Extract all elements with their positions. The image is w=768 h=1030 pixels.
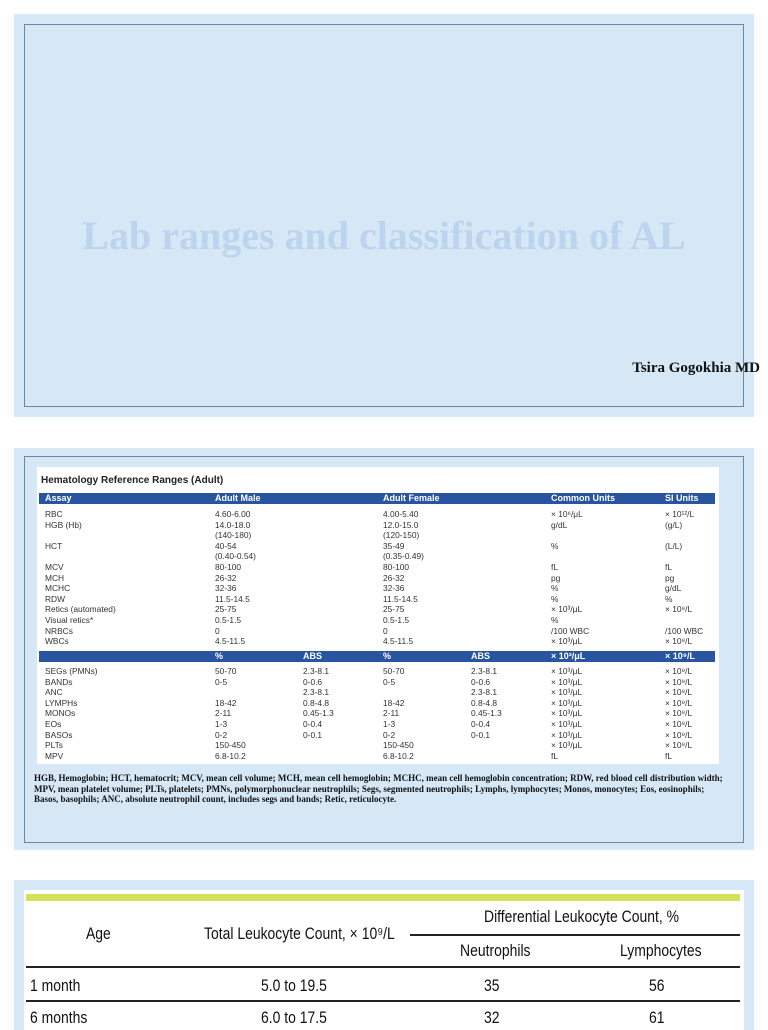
- header-age: Age: [86, 924, 111, 943]
- row-rule: [26, 1000, 740, 1002]
- reference-ranges-slide: [14, 448, 754, 850]
- table-cell: MCH: [45, 572, 65, 583]
- table-cell: × 10⁹/L: [665, 697, 693, 708]
- table-cell: 2.3-8.1: [471, 687, 498, 698]
- table-cell: 1-3: [383, 719, 396, 729]
- table-cell: 4.60-6.00: [215, 509, 251, 519]
- table-cell: 0: [215, 625, 220, 636]
- table-cell: 26-32: [383, 572, 405, 583]
- table-cell: g/dL: [551, 519, 568, 530]
- table-cell: × 10³/μL: [551, 676, 583, 687]
- leukocyte-slide: [14, 880, 754, 1030]
- table-cell: 0-2: [215, 729, 228, 740]
- table-cell: LYMPHs: [45, 697, 78, 708]
- table-cell: 2-11: [383, 708, 400, 719]
- table-cell: fL: [551, 562, 558, 572]
- table-row: [39, 666, 715, 677]
- table-row: [39, 615, 715, 626]
- column-header: ABS: [471, 651, 491, 661]
- table-cell: MPV: [45, 750, 64, 761]
- table-cell: 0.8-4.8: [471, 697, 498, 708]
- table-row: [39, 530, 715, 541]
- table-cell: 2.3-8.1: [471, 666, 498, 676]
- table-row: [39, 698, 715, 709]
- row-age: 6 months: [30, 1008, 88, 1027]
- table-cell: (0.40-0.54): [215, 551, 256, 562]
- column-header: %: [383, 651, 392, 661]
- slide-title: Lab ranges and classification of AL: [82, 213, 686, 258]
- table-cell: 6.8-10.2: [215, 750, 246, 761]
- hematology-table: [37, 467, 719, 764]
- table-cell: BANDs: [45, 676, 73, 687]
- slide-author: Tsira Gogokhia MD: [632, 360, 760, 376]
- table-cell: 2.3-8.1: [303, 687, 330, 698]
- table-cell: × 10³/μL: [551, 666, 583, 676]
- table-cell: × 10³/μL: [551, 604, 583, 615]
- table-row: [39, 687, 715, 698]
- table-cell: 0.8-4.8: [303, 697, 330, 708]
- table-header-main: [39, 493, 715, 504]
- table-cell: (120-150): [383, 530, 420, 541]
- table-cell: 0-5: [215, 676, 228, 687]
- row-total: 6.0 to 17.5: [261, 1008, 327, 1027]
- table-cell: 80-100: [215, 562, 242, 572]
- table-cell: 18-42: [383, 697, 405, 708]
- column-header: SI Units: [665, 493, 699, 503]
- table-cell: × 10⁹/L: [665, 687, 693, 698]
- table-cell: 0-2: [383, 729, 396, 740]
- table-row: [39, 730, 715, 741]
- table-cell: %: [551, 540, 559, 551]
- table-cell: HGB (Hb): [45, 519, 82, 530]
- table-cell: RBC: [45, 509, 63, 519]
- header-rule: [410, 934, 740, 936]
- table-cell: × 10⁹/L: [665, 666, 693, 676]
- table-cell: × 10³/μL: [551, 697, 583, 708]
- column-header: Adult Female: [383, 493, 440, 503]
- table-row: [39, 604, 715, 615]
- table-row: [39, 677, 715, 688]
- table-cell: HCT: [45, 540, 63, 551]
- table-cell: × 10³/μL: [551, 636, 583, 647]
- column-header: Adult Male: [215, 493, 261, 503]
- table-row: [39, 520, 715, 531]
- table-cell: pg: [665, 572, 675, 583]
- table-title: Hematology Reference Ranges (Adult): [41, 475, 224, 486]
- table-cell: 0.5-1.5: [383, 615, 410, 625]
- table-row: [39, 541, 715, 552]
- table-cell: 11.5-14.5: [215, 593, 250, 604]
- table-cell: %: [665, 593, 673, 604]
- table-cell: × 10⁹/L: [665, 740, 693, 751]
- table-cell: WBCs: [45, 636, 69, 647]
- table-cell: 32-36: [383, 583, 405, 594]
- table-cell: × 10³/μL: [551, 687, 583, 698]
- table-cell: 150-450: [383, 740, 414, 751]
- table-cell: MONOs: [45, 708, 76, 719]
- table-cell: NRBCs: [45, 625, 73, 636]
- table-cell: MCHC: [45, 583, 71, 594]
- table-cell: 25-75: [383, 604, 405, 615]
- table-cell: PLTs: [45, 740, 63, 751]
- row-age: 1 month: [30, 976, 81, 995]
- table-cell: 18-42: [215, 697, 237, 708]
- table-cell: (0.35-0.49): [383, 551, 424, 562]
- table-cell: 50-70: [215, 666, 237, 676]
- header-differential: Differential Leukocyte Count, %: [484, 907, 680, 926]
- table-cell: /100 WBC: [551, 625, 590, 636]
- table-cell: × 10³/μL: [551, 719, 583, 729]
- table-row: [39, 636, 715, 647]
- table-row: [39, 719, 715, 730]
- table-cell: 14.0-18.0: [215, 519, 251, 530]
- table-cell: g/dL: [665, 583, 682, 594]
- table-row: [39, 740, 715, 751]
- table-cell: × 10³/μL: [551, 708, 583, 719]
- table-cell: %: [551, 615, 559, 625]
- table-row: [39, 594, 715, 605]
- column-header: Common Units: [551, 493, 615, 503]
- table-cell: × 10⁹/L: [665, 729, 693, 740]
- table-cell: 0-0.6: [303, 676, 323, 687]
- table-cell: MCV: [45, 562, 64, 572]
- column-header: × 10³/μL: [551, 651, 586, 661]
- table-cell: 4.5-11.5: [215, 636, 246, 647]
- table-cell: %: [551, 593, 559, 604]
- table-cell: 80-100: [383, 562, 410, 572]
- table-cell: /100 WBC: [665, 625, 704, 636]
- header-total-count: Total Leukocyte Count, × 10⁹/L: [204, 924, 395, 943]
- table-cell: × 10³/μL: [551, 740, 583, 751]
- table-cell: 26-32: [215, 572, 237, 583]
- table-cell: × 10⁹/L: [665, 708, 693, 719]
- table-cell: 0-0.1: [303, 729, 323, 740]
- table-cell: BASOs: [45, 729, 73, 740]
- table-cell: 11.5-14.5: [383, 593, 418, 604]
- table-cell: 0-0.4: [471, 719, 491, 729]
- header-lymphocytes: Lymphocytes: [620, 941, 702, 960]
- table-cell: × 10⁹/L: [665, 636, 693, 647]
- table-row: [39, 551, 715, 562]
- table-cell: EOs: [45, 719, 62, 729]
- row-neutrophils: 35: [484, 976, 500, 995]
- leukocyte-table: [24, 890, 744, 1030]
- table-cell: 2-11: [215, 708, 232, 719]
- table-cell: fL: [665, 750, 672, 761]
- table-cell: × 10³/μL: [551, 729, 583, 740]
- footnote-line: MPV, mean platelet volume; PLTs, platelets; PMNs, polymorphonuclear neutrophils; Segs, segmented neutrophils; Lymphs, lymphocytes; Monos, monocytes; Eos, eosinophils;: [34, 783, 705, 794]
- table-row: [39, 751, 715, 762]
- table-cell: 25-75: [215, 604, 237, 615]
- table-cell: 0.45-1.3: [471, 708, 502, 719]
- table-row: [39, 708, 715, 719]
- table-cell: × 10⁹/L: [665, 604, 693, 615]
- accent-bar: [26, 894, 740, 901]
- table-cell: 2.3-8.1: [303, 666, 330, 676]
- table-cell: 0: [383, 625, 388, 636]
- table-cell: 50-70: [383, 666, 405, 676]
- table-cell: (140-180): [215, 530, 252, 541]
- table-cell: 35-49: [383, 540, 405, 551]
- table-header-differential: [39, 651, 715, 662]
- table-row: [39, 583, 715, 594]
- table-cell: Retics (automated): [45, 604, 116, 615]
- row-lymphocytes: 56: [649, 976, 665, 995]
- table-cell: %: [551, 583, 559, 594]
- table-cell: 0-0.6: [471, 676, 491, 687]
- table-cell: 150-450: [215, 740, 246, 751]
- table-cell: fL: [665, 562, 672, 572]
- table-row: [39, 573, 715, 584]
- table-row: [39, 626, 715, 637]
- table-cell: 0-0.4: [303, 719, 323, 729]
- row-lymphocytes: 61: [649, 1008, 665, 1027]
- header-bottom-rule: [26, 966, 740, 968]
- footnote-line: Basos, basophils; ANC, absolute neutrophil count, includes segs and bands; Retic, reticulocyte.: [34, 794, 397, 805]
- table-cell: × 10⁹/L: [665, 719, 693, 729]
- table-cell: fL: [551, 750, 558, 761]
- table-cell: 32-36: [215, 583, 237, 594]
- table-cell: (L/L): [665, 540, 683, 551]
- column-header: %: [215, 651, 224, 661]
- table-cell: RDW: [45, 593, 66, 604]
- table-cell: 4.5-11.5: [383, 636, 414, 647]
- table-cell: 0-0.1: [471, 729, 491, 740]
- table-cell: 0.5-1.5: [215, 615, 242, 625]
- table-cell: pg: [551, 572, 561, 583]
- row-total: 5.0 to 19.5: [261, 976, 327, 995]
- row-neutrophils: 32: [484, 1008, 500, 1027]
- table-cell: ANC: [45, 687, 63, 698]
- table-cell: 6.8-10.2: [383, 750, 414, 761]
- table-cell: × 10⁹/L: [665, 676, 693, 687]
- abbreviations-footnote: [34, 773, 724, 805]
- table-cell: 0-5: [383, 676, 396, 687]
- header-neutrophils: Neutrophils: [460, 941, 531, 960]
- table-cell: SEGs (PMNs): [45, 666, 98, 676]
- table-cell: Visual retics*: [45, 615, 94, 625]
- table-cell: (g/L): [665, 519, 683, 530]
- title-slide: [14, 14, 760, 417]
- table-cell: 12.0-15.0: [383, 519, 419, 530]
- table-row: [39, 509, 715, 520]
- column-header: ABS: [303, 651, 323, 661]
- table-row: [39, 562, 715, 573]
- table-cell: × 10⁶/μL: [551, 509, 583, 519]
- table-cell: 40-54: [215, 540, 237, 551]
- table-cell: 4.00-5.40: [383, 509, 419, 519]
- column-header: Assay: [45, 493, 72, 503]
- table-cell: 0.45-1.3: [303, 708, 334, 719]
- table-cell: 1-3: [215, 719, 228, 729]
- table-cell: × 10¹²/L: [665, 509, 695, 519]
- footnote-line: HGB, Hemoglobin; HCT, hematocrit; MCV, mean cell volume; MCH, mean cell hemoglobin; MCHC, mean cell hemoglobin concentration; RDW, red blood cell distribution width;: [34, 773, 723, 783]
- column-header: × 10⁹/L: [665, 651, 696, 661]
